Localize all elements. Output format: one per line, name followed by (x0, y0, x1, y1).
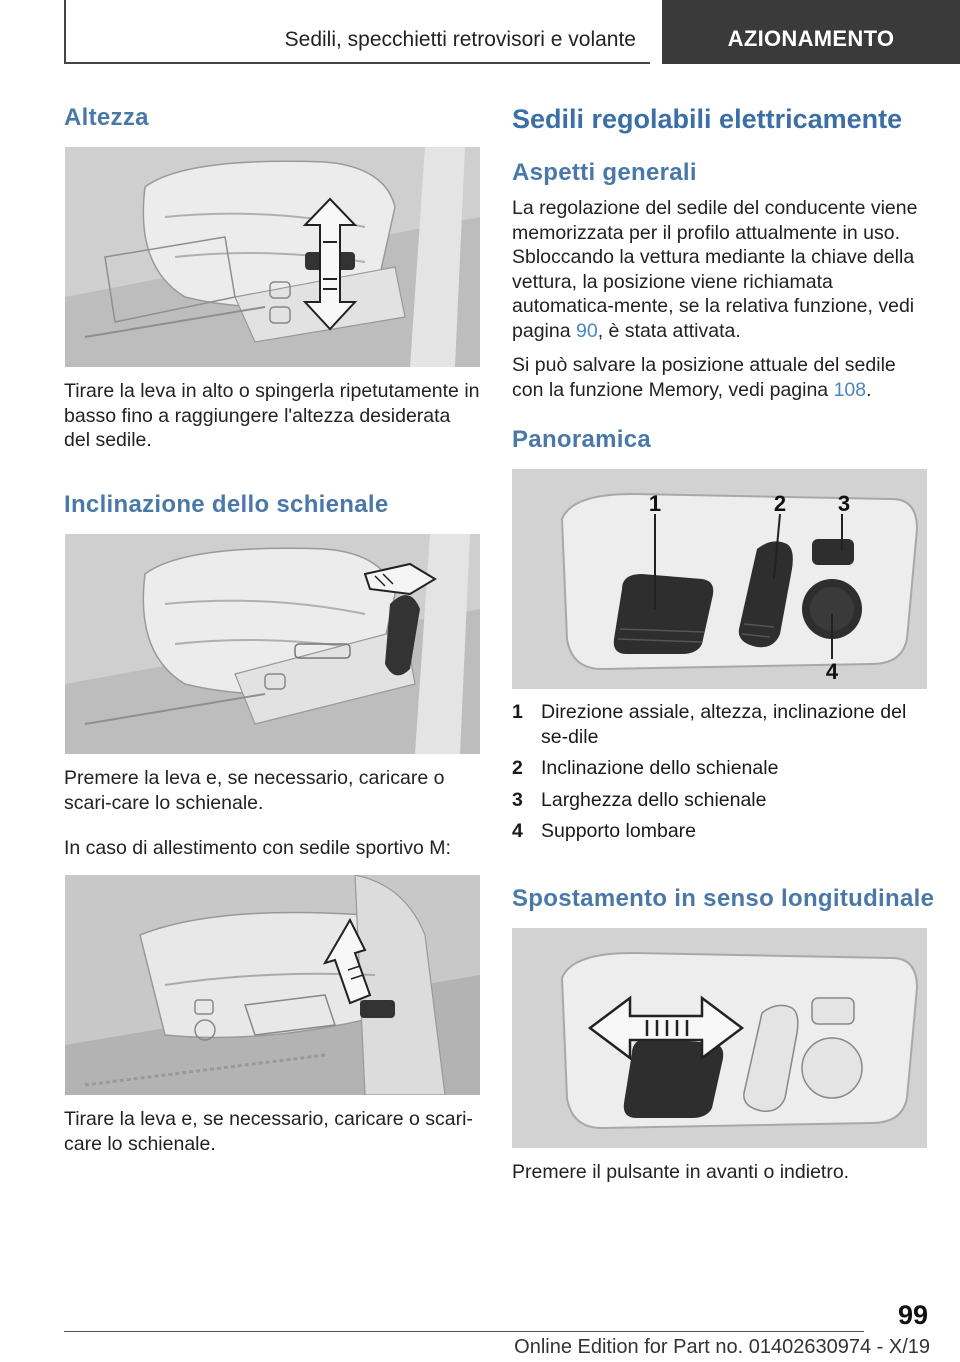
altezza-caption: Tirare la leva in alto o spingerla ripetutamente in basso fino a raggiungere l'altezza desiderata del sedile. (64, 380, 480, 451)
callout-2: 2 (773, 491, 787, 516)
heading-inclinazione: Inclinazione dello schienale (64, 491, 389, 518)
list-item (512, 700, 932, 749)
backrest-lever-image (65, 534, 480, 754)
page-link-90[interactable]: 90 (575, 319, 598, 342)
seat-controls-overview-image (512, 469, 927, 689)
page-link-108[interactable]: 108 (833, 378, 867, 401)
list-item-text: Direzione assiale, altezza, inclinazione del se-dile (541, 701, 907, 748)
list-item-number: 3 (512, 788, 523, 811)
heading-aspetti-generali: Aspetti generali (512, 159, 697, 186)
list-item-number: 4 (512, 820, 523, 842)
list-item (512, 819, 932, 844)
list-item-number: 1 (512, 701, 523, 723)
footer-rule (64, 1331, 864, 1332)
aspetti-paragraph-2 (512, 353, 930, 402)
longitudinal-adjust-image (512, 928, 927, 1148)
section-tab: AZIONAMENTO (662, 0, 960, 64)
callout-4: 4 (825, 659, 839, 684)
aspetti-text-2a: Si può salvare la posizione attuale del sedile con la funzione Memory, vedi pagina (512, 354, 896, 401)
aspetti-text-2b: . (866, 378, 872, 401)
spostamento-caption: Premere il pulsante in avanti o indietro. (512, 1161, 850, 1183)
main-heading: Sedili regolabili elettricamente (512, 104, 903, 134)
footer-edition: Online Edition for Part no. 01402630974 - X/19 (514, 1336, 930, 1358)
callout-3: 3 (837, 491, 851, 516)
header-left-rule (64, 0, 66, 64)
aspetti-text-1a: La regolazione del sedile del conducente viene memorizzata per il profilo attualmente in uso. Sbloccando la vettura mediante la chiave della vettura, la posizione viene richiamata automatica-mente, se la relativa funzione, vedi pagina (512, 197, 918, 342)
chapter-title: Sedili, specchietti retrovisori e volante (284, 28, 636, 51)
list-item-text: Supporto lombare (541, 820, 697, 842)
heading-spostamento: Spostamento in senso longitudinale (512, 885, 935, 912)
heading-altezza: Altezza (64, 104, 149, 131)
list-item (512, 788, 932, 813)
list-item-number: 2 (512, 757, 523, 779)
sport-seat-caption: Tirare la leva e, se necessario, caricare o scari-care lo schienale. (64, 1108, 473, 1155)
sport-seat-intro: In caso di allestimento con sedile sportivo M: (64, 837, 451, 859)
inclinazione-caption: Premere la leva e, se necessario, caricare o scari-care lo schienale. (64, 767, 445, 814)
aspetti-paragraph-1 (512, 196, 930, 343)
aspetti-text-1b: , è stata attivata. (597, 319, 741, 342)
header-bottom-rule (64, 62, 650, 64)
controls-legend-list (512, 700, 932, 851)
seat-height-lever-image (65, 147, 480, 367)
sport-seat-lever-image (65, 875, 480, 1095)
list-item-text: Larghezza dello schienale (541, 788, 767, 811)
list-item-text: Inclinazione dello schienale (541, 757, 779, 779)
callout-1: 1 (648, 491, 662, 516)
heading-panoramica: Panoramica (512, 426, 652, 453)
page-number: 99 (897, 1300, 928, 1330)
list-item (512, 756, 932, 781)
